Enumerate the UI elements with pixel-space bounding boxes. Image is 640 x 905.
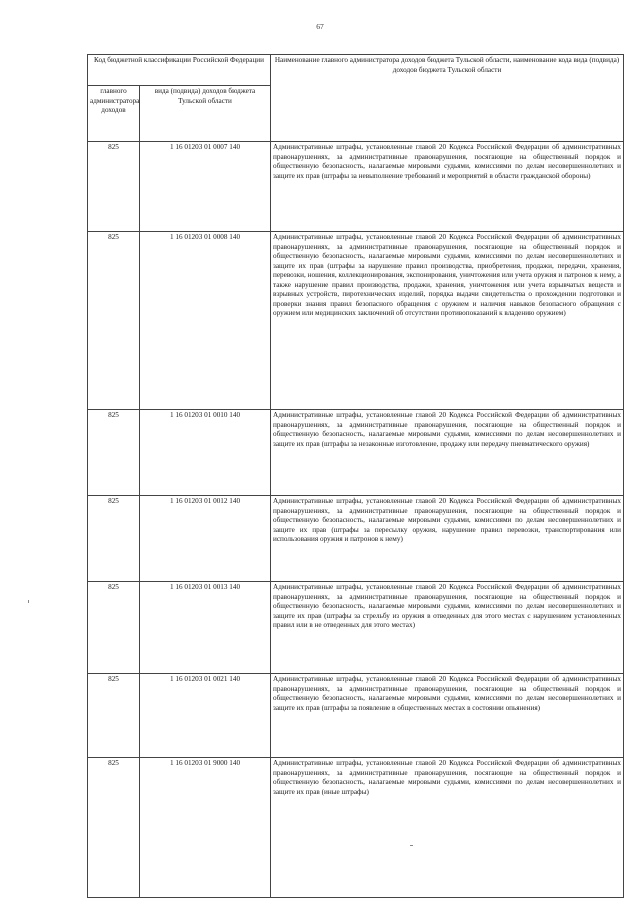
admin-code-cell: 825 [88, 232, 140, 410]
table-row [88, 758, 624, 898]
budget-classification-table [87, 54, 624, 898]
admin-code-cell: 825 [88, 758, 140, 898]
revenue-name-cell: Административные штрафы, установленные главой 20 Кодекса Российской Федерации об административных правонарушениях, за административные правонарушения, посягающие на общественный порядок и общественную безопасность, налагаемые мировыми судьями, комиссиями по делам несовершеннолетних и защите их прав (штрафы за незаконные изготовление, продажу или передачу пневматического оружия) [271, 410, 624, 496]
revenue-code-cell: 1 16 01203 01 0021 140 [140, 674, 271, 758]
table-row [88, 232, 624, 410]
header-code-group: Код бюджетной классификации Российской Федерации [88, 55, 271, 86]
revenue-code-cell: 1 16 01203 01 0007 140 [140, 142, 271, 232]
revenue-name-cell: Административные штрафы, установленные главой 20 Кодекса Российской Федерации об административных правонарушениях, за административные правонарушения, посягающие на общественный порядок и общественную безопасность, налагаемые мировыми судьями, комиссиями по делам несовершеннолетних и защите их прав (штрафы за пересылку оружия, нарушение правил перевозки, транспортирования или использования оружия и патронов к нему) [271, 496, 624, 582]
revenue-code-cell: 1 16 01203 01 0012 140 [140, 496, 271, 582]
table-row [88, 674, 624, 758]
admin-code-cell: 825 [88, 410, 140, 496]
header-code-column: вида (подвида) доходов бюджета Тульской области [140, 86, 271, 142]
table-row [88, 142, 624, 232]
table-row [88, 410, 624, 496]
revenue-name-cell: Административные штрафы, установленные главой 20 Кодекса Российской Федерации об административных правонарушениях, за административные правонарушения, посягающие на общественный порядок и общественную безопасность, налагаемые мировыми судьями, комиссиями по делам несовершеннолетних и защите их прав (иные штрафы) [271, 758, 624, 898]
admin-code-cell: 825 [88, 674, 140, 758]
revenue-name-cell: Административные штрафы, установленные главой 20 Кодекса Российской Федерации об административных правонарушениях, за административные правонарушения, посягающие на общественный порядок и общественную безопасность, налагаемые мировыми судьями, комиссиями по делам несовершеннолетних и защите их прав (штрафы за стрельбу из оружия в отведенных для этого местах с нарушением установленных правил или в не отведенных для этого местах) [271, 582, 624, 674]
revenue-code-cell: 1 16 01203 01 0008 140 [140, 232, 271, 410]
admin-code-cell: 825 [88, 142, 140, 232]
revenue-name-cell: Административные штрафы, установленные главой 20 Кодекса Российской Федерации об административных правонарушениях, за административные правонарушения, посягающие на общественный порядок и общественную безопасность, налагаемые мировыми судьями, комиссиями по делам несовершеннолетних и защите их прав (штрафы за появление в общественных местах в состоянии опьянения) [271, 674, 624, 758]
admin-code-cell: 825 [88, 582, 140, 674]
table-row [88, 496, 624, 582]
revenue-code-cell: 1 16 01203 01 0010 140 [140, 410, 271, 496]
table-header-row [88, 55, 624, 86]
revenue-code-cell: 1 16 01203 01 9000 140 [140, 758, 271, 898]
revenue-name-cell: Административные штрафы, установленные главой 20 Кодекса Российской Федерации об административных правонарушениях, за административные правонарушения, посягающие на общественный порядок и общественную безопасность, налагаемые мировыми судьями, комиссиями по делам несовершеннолетних и защите их прав (штрафы за невыполнение требований и мероприятий в области гражданской обороны) [271, 142, 624, 232]
revenue-name-cell: Административные штрафы, установленные главой 20 Кодекса Российской Федерации об административных правонарушениях, за административные правонарушения, посягающие на общественный порядок и общественную безопасность, налагаемые мировыми судьями, комиссиями по делам несовершеннолетних и защите их прав (штрафы за нарушение правил производства, приобретения, продажи, передачи, хранения, перевозки, ношения, коллекционирования, экспонирования, уничтожения или учета оружия и патронов к нему, а также нарушение правил производства, продажи, хранения, уничтожения или учета взрывчатых веществ и взрывных устройств, пиротехнических изделий, порядка выдачи свидетельства о прохождении подготовки и проверки знания правил безопасного обращения с оружием и наличия навыков безопасного обращения с оружием или медицинских заключений об отсутствии противопоказаний к владению оружием) [271, 232, 624, 410]
header-name-group: Наименование главного администратора доходов бюджета Тульской области, наименование кода вида (подвида) доходов бюджета Тульской области [271, 55, 624, 142]
admin-code-cell: 825 [88, 496, 140, 582]
revenue-code-cell: 1 16 01203 01 0013 140 [140, 582, 271, 674]
page-number: 67 [316, 22, 324, 31]
header-admin-column: главного администратора доходов [88, 86, 140, 142]
scan-mark [28, 600, 29, 603]
table-row [88, 582, 624, 674]
